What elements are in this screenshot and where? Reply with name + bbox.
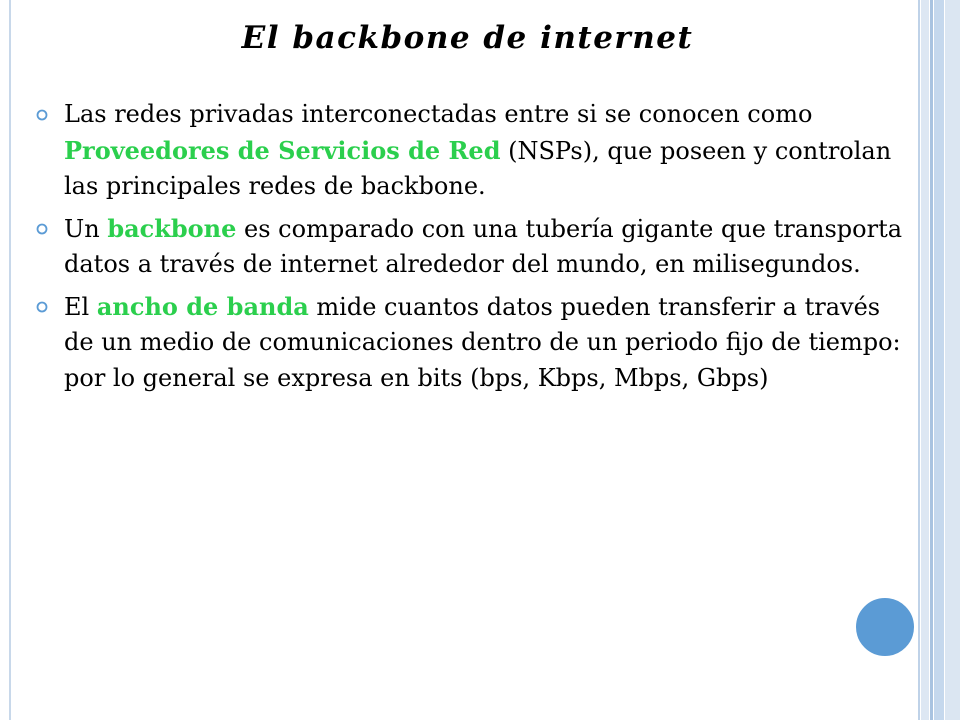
left-border-line [9,0,11,720]
right-decor-stripe [945,0,960,720]
circle-bullet-icon [36,223,48,235]
bullet-item [36,97,916,205]
right-decor-stripe [918,0,920,720]
highlighted-term: backbone [107,213,237,243]
highlighted-term: ancho de banda [96,291,309,321]
right-decor-stripe [934,0,944,720]
bullet-item [36,289,916,397]
circle-bullet-icon [36,109,48,121]
bullet-text: (NSPs), que poseen y controlan las principales redes de backbone. [64,136,892,200]
bullet-text: Las redes privadas interconectadas entre si se conocen como [64,100,813,128]
bullet-item [36,211,916,283]
right-decor-stripe [921,0,929,720]
decorative-circle [854,596,916,658]
bullet-text: es comparado con una tubería gigante que transporta datos a través de internet alrededor del mundo, en milisegundos. [64,214,903,278]
right-decor-stripe [930,0,933,720]
slide-title: El backbone de internet [241,20,694,56]
highlighted-term: Proveedores de Servicios de Red [64,135,501,165]
bullet-text: El [64,292,97,321]
bullet-text: mide cuantos datos pueden transferir a través de un medio de comunicaciones dentro de un periodo fijo de tiempo: por lo general se expresa en bits (bps, Kbps, Mbps, Gbps) [64,292,901,392]
circle-bullet-icon [36,301,48,313]
bullet-list [36,97,916,402]
bullet-text: Un [64,214,108,243]
